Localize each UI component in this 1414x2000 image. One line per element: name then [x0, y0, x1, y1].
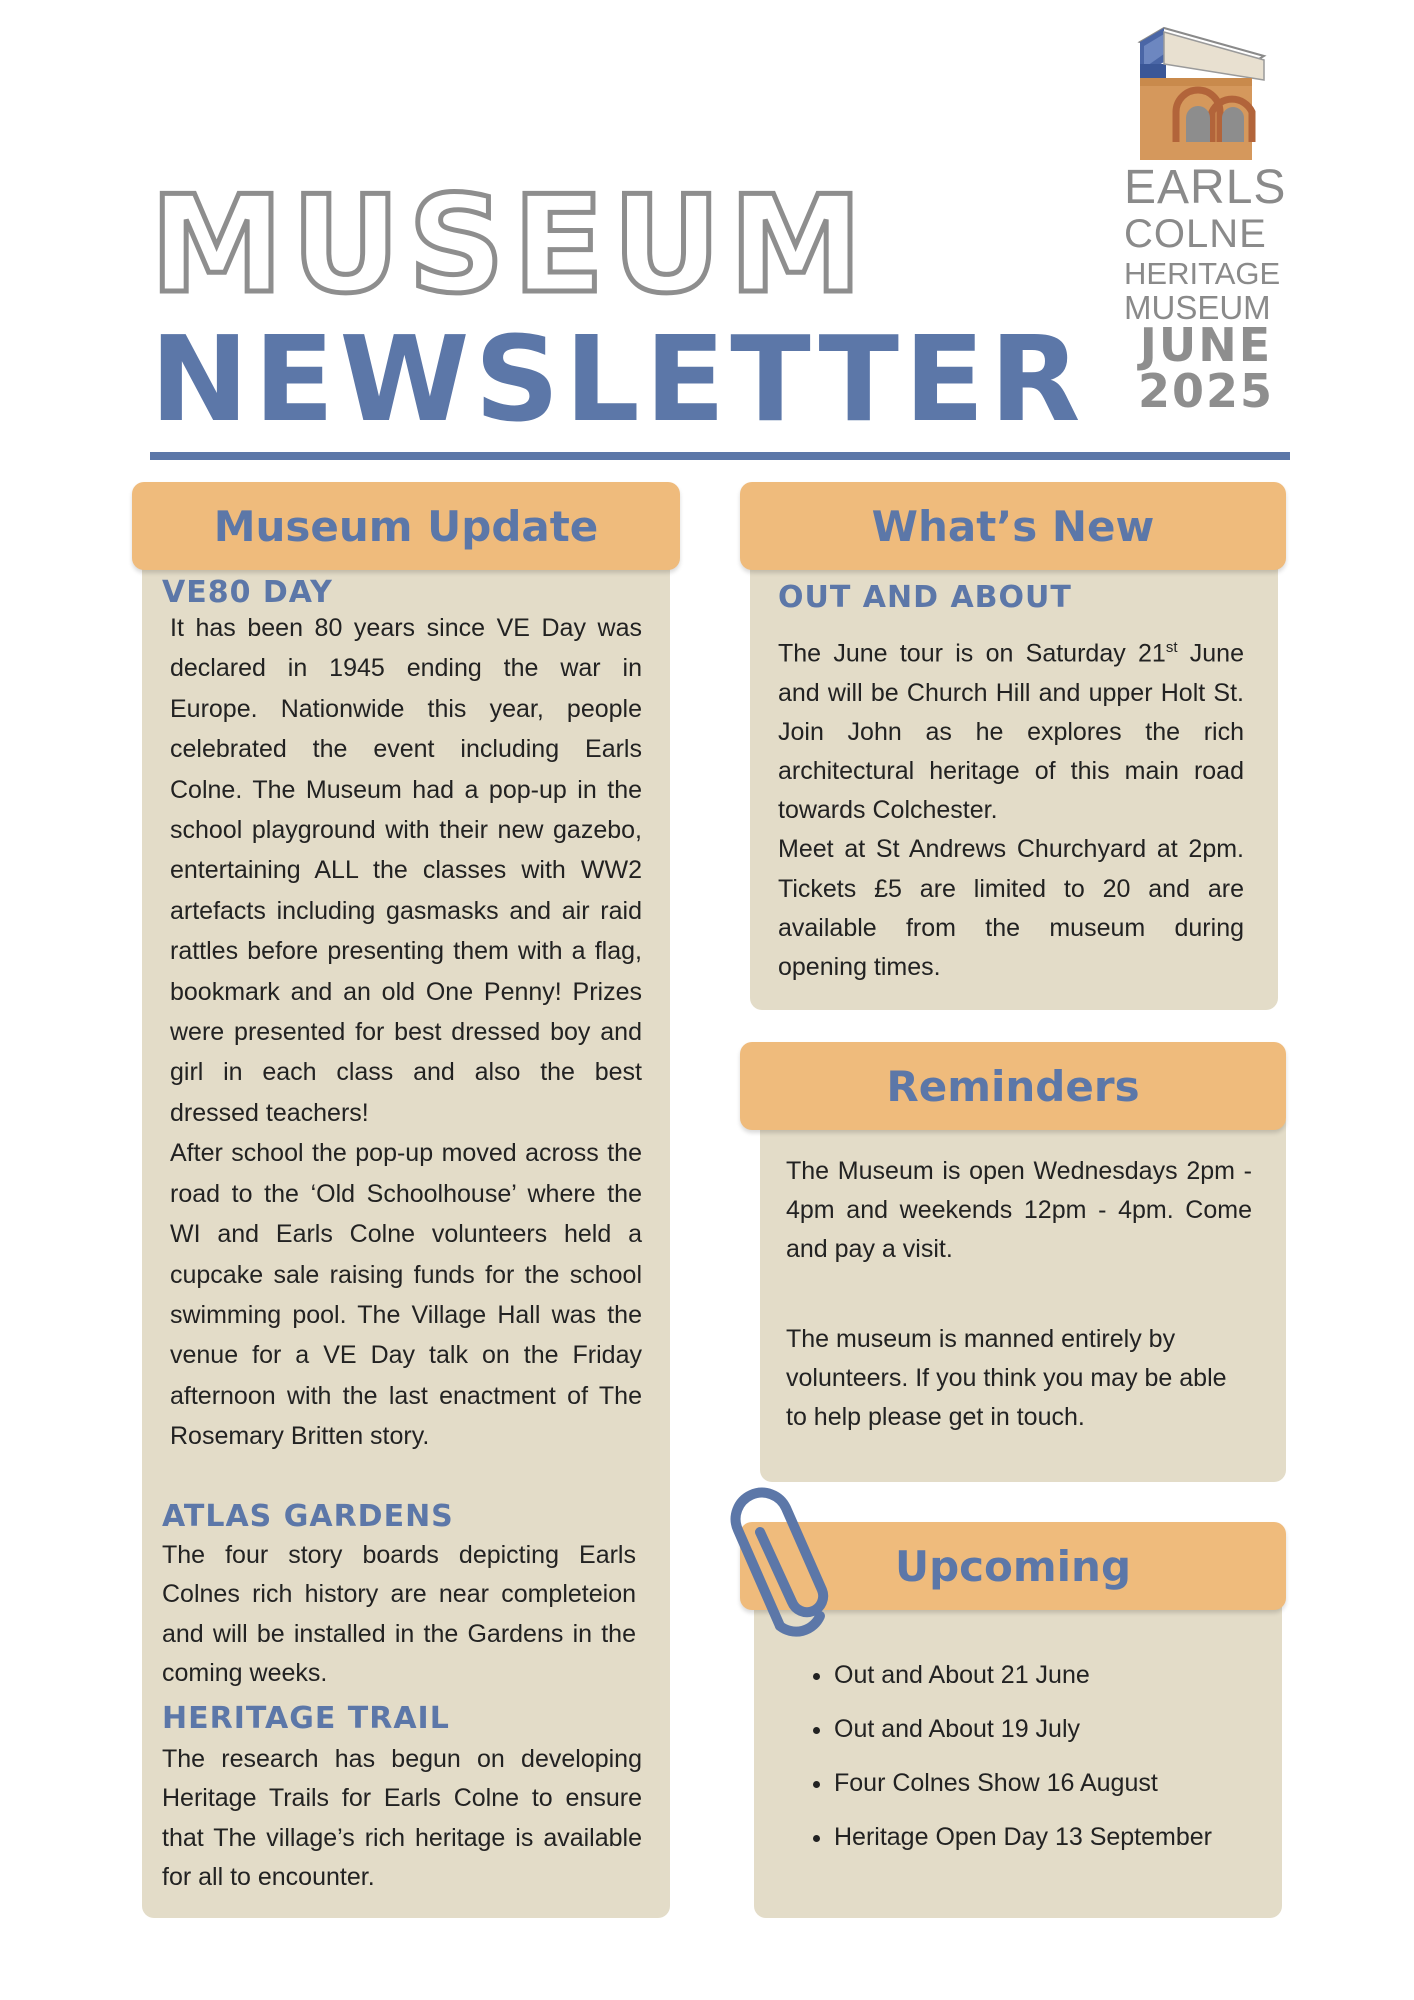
museum-update-heading: Museum Update: [132, 482, 680, 570]
meet-paragraph: Meet at St Andrews Churchyard at 2pm. Tickets £5 are limited to 20 and are available from the museum during opening times.: [778, 835, 1244, 981]
issue-date: [1126, 318, 1286, 418]
out-and-about-heading: OUT AND ABOUT: [778, 580, 1072, 615]
upcoming-item: • Heritage Open Day 13 September: [834, 1810, 1212, 1864]
logo-museum: MUSEUM: [1124, 289, 1271, 326]
atlas-gardens-heading: ATLAS GARDENS: [162, 1499, 454, 1534]
atlas-gardens-text: The four story boards depicting Earls Colnes rich history are near completeion and will be installed in the Gardens in the coming weeks.: [162, 1541, 636, 1688]
museum-building-icon: [1124, 24, 1274, 160]
paperclip-icon: [722, 1466, 842, 1646]
reminders-volunteers-text: The museum is manned entirely by volunteers. If you think you may be able to help please get in touch.: [786, 1325, 1227, 1432]
ve80-paragraph-1: It has been 80 years since VE Day was declared in 1945 ending the war in Europe. Nationwide this year, people celebrated the event including Earls Colne. The Museum had a pop-up in the school playground with their new gazebo, entertaining ALL the classes with WW2 artefacts including gasmasks and air raid rattles before presenting them with a flag, bookmark and an old One Penny! Prizes were presented for best dressed boy and girl in each class and also the best dressed teachers!: [170, 614, 642, 1127]
reminders-opening-text: The Museum is open Wednesdays 2pm - 4pm and weekends 12pm - 4pm. Come and pay a visit.: [786, 1157, 1252, 1264]
tour-date-suffix: st: [1165, 639, 1178, 656]
out-and-about-text: [778, 628, 1244, 987]
ve80-paragraph-2: After school the pop-up moved across the road to the ‘Old Schoolhouse’ where the WI and Earls Colne volunteers held a cupcake sale raising funds for the school swimming pool. The Village Hall was the venue for a VE Day talk on the Friday afternoon with the last enactment of The Rosemary Britten story.: [170, 1139, 642, 1451]
upcoming-item: • Four Colnes Show 16 August: [834, 1756, 1212, 1810]
logo-earls: EARLS: [1124, 161, 1287, 214]
ve80-heading: VE80 DAY: [162, 575, 333, 610]
whats-new-heading: What’s New: [740, 482, 1286, 570]
ve80-text: [170, 608, 642, 1457]
tour-text-end: June and will be Church Hill and upper Holt St. Join John as he explores the rich architectural heritage of this main road towards Colchester.: [778, 639, 1244, 825]
issue-year: 2025: [1137, 364, 1275, 418]
issue-month: JUNE: [1139, 318, 1273, 372]
heritage-trail-heading: HERITAGE TRAIL: [162, 1701, 450, 1736]
logo-colne: COLNE: [1124, 212, 1267, 256]
upcoming-item: • Out and About 21 June: [834, 1648, 1212, 1702]
title-divider: [150, 452, 1290, 460]
heritage-trail-text: The research has begun on developing Heritage Trails for Earls Colne to ensure that The village’s rich heritage is available for all to encounter.: [162, 1745, 642, 1892]
reminders-heading: Reminders: [740, 1042, 1286, 1130]
upcoming-item: • Out and About 19 July: [834, 1702, 1212, 1756]
logo-heritage: HERITAGE: [1124, 256, 1281, 291]
upcoming-list: [798, 1648, 1212, 1864]
upcoming-heading: Upcoming: [740, 1522, 1286, 1610]
title-museum: MUSEUM: [150, 167, 871, 323]
logo-text: [1124, 161, 1287, 326]
tour-paragraph: [778, 628, 1244, 830]
tour-text-start: The June tour is on Saturday 21: [778, 639, 1166, 668]
title-newsletter: NEWSLETTER: [150, 310, 1086, 448]
